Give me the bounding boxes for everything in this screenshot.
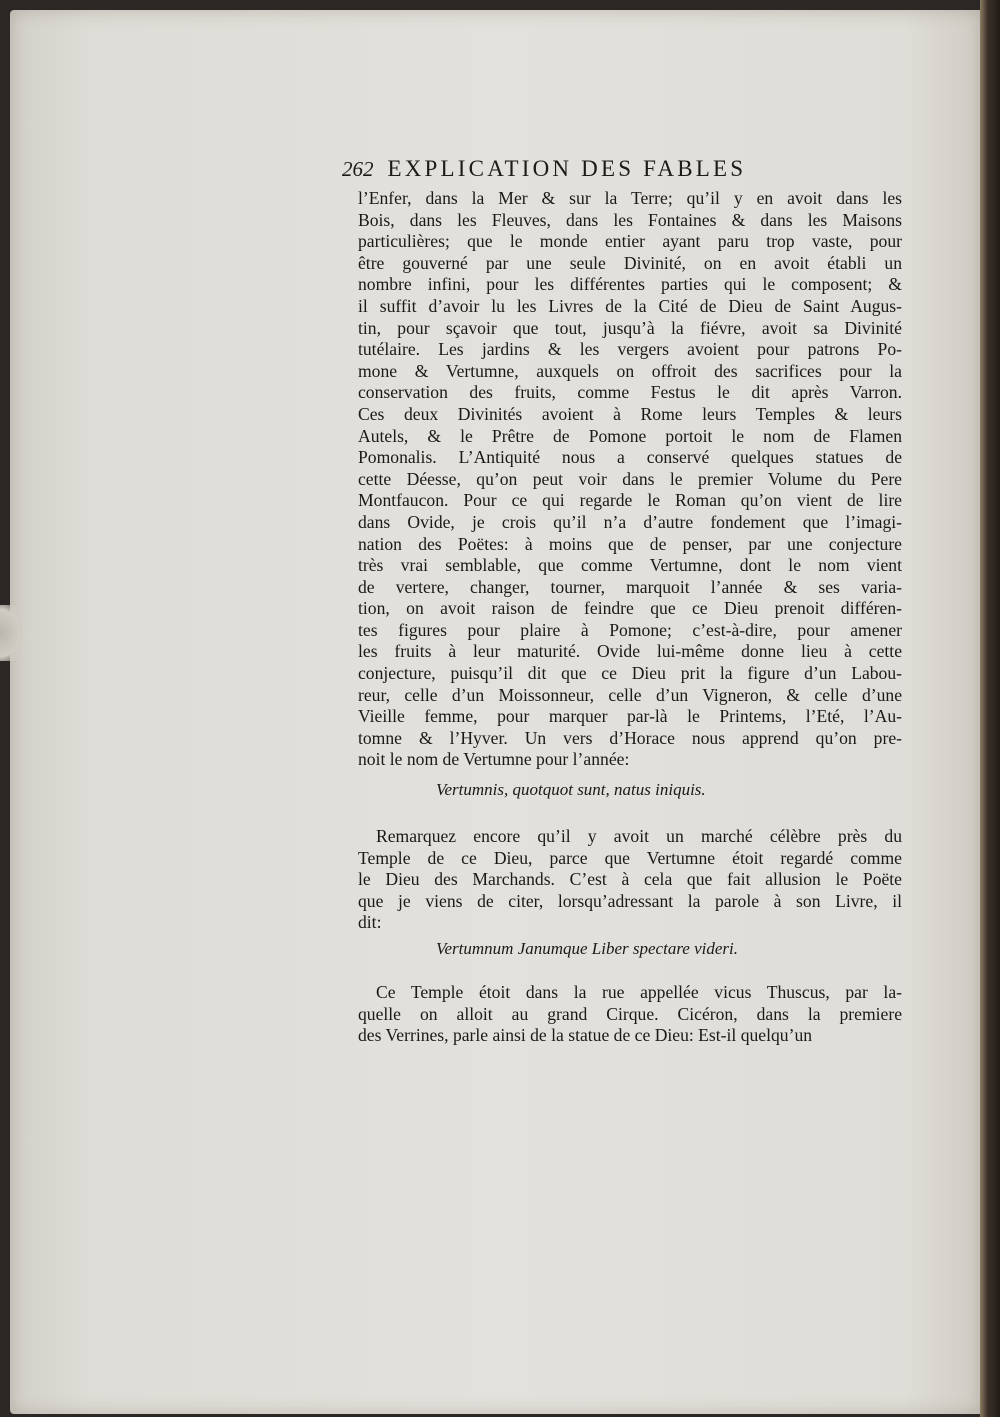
text-line: cette Déesse, qu’on peut voir dans le premier Volume du Pere: [358, 468, 902, 489]
text-line: Autels, & le Prêtre de Pomone portoit le nom de Flamen: [358, 425, 902, 446]
text-line: Remarquez encore qu’il y avoit un marché célèbre près du: [376, 826, 902, 847]
text-line: Montfaucon. Pour ce qui regarde le Roman qu’on vient de lire: [358, 490, 902, 511]
text-line: Bois, dans les Fleuves, dans les Fontaines & dans les Maisons: [358, 209, 902, 230]
text-line: reur, celle d’un Moissonneur, celle d’un Vigneron, & celle d’une: [358, 684, 902, 705]
text-line: Vieille femme, pour marquer par-là le Printems, l’Eté, l’Au-: [358, 706, 902, 727]
verse-quote-1: Vertumnis, quotquot sunt, natus iniquis.: [436, 780, 706, 800]
running-title: EXPLICATION DES FABLES: [387, 156, 747, 181]
text-line: des Verrines, parle ainsi de la statue de ce Dieu: Est-il quelqu’un: [358, 1025, 813, 1046]
text-line: l’Enfer, dans la Mer & sur la Terre; qu’il y en avoit dans les: [358, 188, 902, 208]
book-spine-edge: [980, 0, 1000, 1417]
text-line: nombre infini, pour les différentes parties qui le composent; &: [358, 274, 902, 295]
text-line: noit le nom de Vertumne pour l’année:: [358, 749, 630, 770]
page-header: [342, 156, 838, 186]
text-line: le Dieu des Marchands. C’est à cela que fait allusion le Poëte: [358, 869, 902, 890]
page-edge-shadow: [0, 605, 22, 661]
text-line: Ce Temple étoit dans la rue appellée vicus Thuscus, par la-: [376, 982, 902, 1002]
verse-quote-2: Vertumnum Janumque Liber spectare videri.: [436, 939, 739, 958]
body-text: [358, 188, 902, 1047]
text-line: très vrai semblable, que comme Vertumne, dont le nom vient: [358, 555, 902, 576]
page-number: 262: [342, 157, 374, 181]
text-line: dit:: [358, 912, 382, 933]
text-line: tin, pour sçavoir que tout, jusqu’à la fiévre, avoit sa Divinité: [358, 317, 902, 338]
paragraph-2: [358, 826, 902, 934]
text-line: dans Ovide, je crois qu’il n’a d’autre fondement que l’imagi-: [358, 511, 902, 532]
text-line: tes figures pour plaire à Pomone; c’est-à-dire, pour amener: [358, 619, 902, 640]
text-line: les fruits à leur maturité. Ovide lui-même donne lieu à cette: [358, 641, 902, 662]
text-line: être gouverné par une seule Divinité, on en avoit établi un: [358, 252, 902, 273]
spacer: [358, 801, 902, 826]
text-line: Temple de ce Dieu, parce que Vertumne étoit regardé comme: [358, 847, 902, 868]
text-line: Ces deux Divinités avoient à Rome leurs Temples & leurs: [358, 403, 902, 424]
text-line: quelle on alloit au grand Cirque. Cicéron, dans la premiere: [358, 1003, 902, 1024]
paragraph-3: [358, 982, 902, 1047]
text-line: que je viens de citer, lorsqu’adressant la parole à son Livre, il: [358, 890, 902, 911]
spacer: [358, 960, 902, 982]
text-line: Pomonalis. L’Antiquité nous a conservé quelques statues de: [358, 447, 902, 468]
text-line: tutélaire. Les jardins & les vergers avoient pour patrons Po-: [358, 339, 902, 360]
text-line: conjecture, puisqu’il dit que ce Dieu prit la figure d’un Labou-: [358, 663, 902, 684]
text-line: de vertere, changer, tourner, marquoit l’année & ses variа-: [358, 576, 902, 597]
text-line: nation des Poëtes: à moins que de penser, par une conjecture: [358, 533, 902, 554]
paragraph-1: [358, 188, 902, 771]
text-line: particulières; que le monde entier ayant paru trop vaste, pour: [358, 231, 902, 252]
text-line: tomne & l’Hyver. Un vers d’Horace nous apprend qu’on pre-: [358, 727, 902, 748]
text-line: conservation des fruits, comme Festus le dit après Varron.: [358, 382, 902, 403]
text-line: tion, on avoit raison de feindre que ce Dieu prenoit différen-: [358, 598, 902, 619]
text-line: il suffit d’avoir lu les Livres de la Cité de Dieu de Saint Augus-: [358, 295, 902, 316]
text-line: mone & Vertumne, auxquels on offroit des sacrifices pour la: [358, 360, 902, 381]
